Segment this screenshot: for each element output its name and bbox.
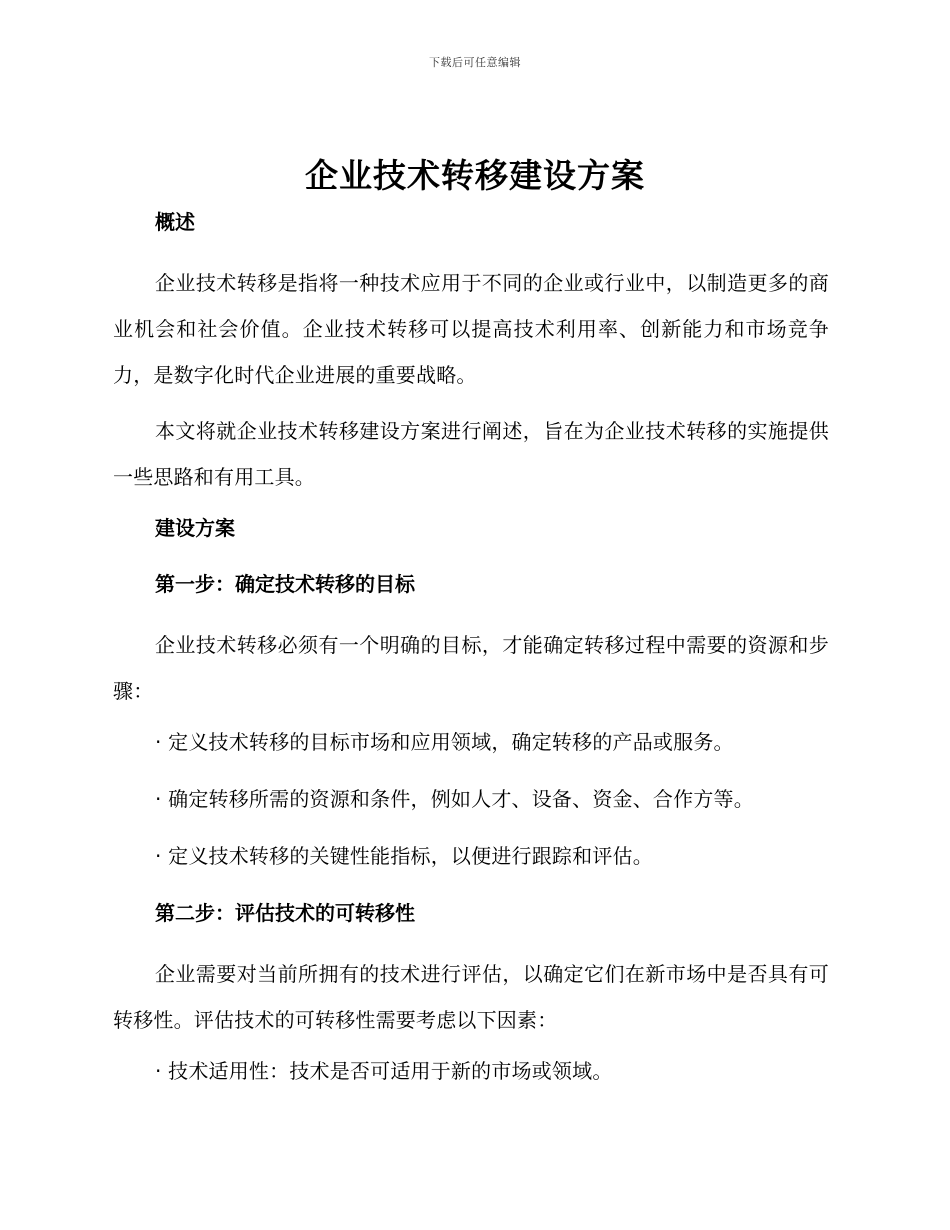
list-item: · 确定转移所需的资源和条件，例如人才、设备、资金、合作方等。 — [155, 787, 754, 811]
document-body — [113, 204, 829, 1089]
step1-heading: 第一步：确定技术转移的目标 — [155, 572, 415, 596]
list-item: · 技术适用性：技术是否可适用于新的市场或领域。 — [155, 1059, 613, 1083]
document-title: 企业技术转移建设方案 — [305, 156, 645, 195]
list-item: · 定义技术转移的目标市场和应用领域，确定转移的产品或服务。 — [155, 730, 734, 754]
section-heading-overview: 概述 — [155, 210, 195, 234]
step2-heading: 第二步：评估技术的可转移性 — [155, 901, 415, 925]
paragraph-overview-2: 本文将就企业技术转移建设方案进行阐述，旨在为企业技术转移的实施提供一些思路和有用工具。 — [113, 419, 829, 489]
paragraph-step2: 企业需要对当前所拥有的技术进行评估，以确定它们在新市场中是否具有可转移性。评估技术的可转移性需要考虑以下因素： — [113, 962, 829, 1032]
section-heading-plan: 建设方案 — [155, 516, 235, 540]
paragraph-overview-1: 企业技术转移是指将一种技术应用于不同的企业或行业中，以制造更多的商业机会和社会价值。企业技术转移可以提高技术利用率、创新能力和市场竞争力，是数字化时代企业进展的重要战略。 — [113, 271, 829, 387]
header-note: 下载后可任意编辑 — [429, 56, 521, 69]
list-item: · 定义技术转移的关键性能指标，以便进行跟踪和评估。 — [155, 844, 653, 868]
paragraph-step1: 企业技术转移必须有一个明确的目标，才能确定转移过程中需要的资源和步骤： — [113, 633, 829, 703]
